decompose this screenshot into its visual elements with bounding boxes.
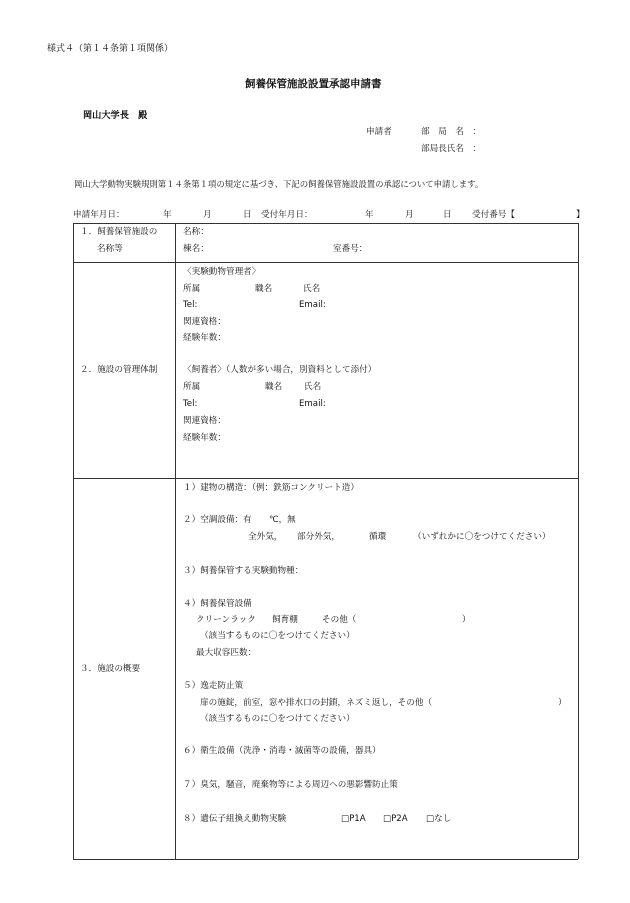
keeper-experience-field[interactable]: 経験年数： (183, 433, 226, 443)
escape-prevention-note: （該当するものに〇をつけてください） (200, 714, 355, 724)
receipt-year-label: 年 (365, 210, 374, 220)
manager-position-field[interactable]: 職名 (255, 284, 273, 294)
gm-option-p2a[interactable]: □P2A (383, 814, 408, 824)
equipment-option-shelf[interactable]: 飼育棚 (272, 615, 298, 625)
manager-tel-field[interactable]: Tel: (183, 300, 198, 310)
air-conditioning-item: ２）空調設備：有 ℃，無 (183, 515, 296, 525)
table-border-bottom (73, 859, 578, 860)
ac-option-partial-outside[interactable]: 部分外気， (297, 532, 340, 542)
gm-animal-item: ８）遺伝子組換え動物実験 (183, 814, 287, 824)
apply-month-label: 月 (203, 210, 212, 220)
intro-statement: 岡山大学動物実験規則第１４条第１項の規定に基づき、下記の飼養保管施設設置の承認について申請します。 (74, 179, 484, 189)
apply-date-label: 申請年月日： (73, 210, 125, 220)
table-border-top (73, 223, 578, 224)
section2-label: ２．施設の管理体制 (80, 365, 158, 375)
keeper-name-field[interactable]: 氏名 (304, 382, 322, 392)
equipment-note: （該当するものに〇をつけてください） (200, 631, 355, 641)
section1-label-line1: １．飼養保管施設の (80, 227, 158, 237)
keeper-position-field[interactable]: 職名 (265, 382, 283, 392)
receipt-day-label: 日 (443, 210, 452, 220)
table-row-divider (73, 262, 578, 263)
keeper-heading: 〈飼養者〉（人数が多い場合，別資料として添付） (183, 365, 377, 375)
ac-note: （いずれかに〇をつけてください） (413, 532, 551, 542)
table-border-right (578, 223, 579, 859)
manager-affiliation-field[interactable]: 所属 (183, 284, 201, 294)
nuisance-prevention-item: ７）臭気，騒音，廃棄物等による周辺への悪影響防止策 (183, 780, 398, 790)
page-title: 飼養保管施設設置承認申請書 (245, 78, 382, 90)
room-number-field[interactable]: 室番号： (333, 244, 368, 254)
escape-prevention-item: ５）逸走防止策 (183, 681, 244, 691)
storage-equipment-item: ４）飼養保管設備 (183, 599, 252, 609)
table-row-divider (73, 478, 578, 479)
table-border-left (73, 223, 74, 859)
receipt-month-label: 月 (405, 210, 414, 220)
keeper-affiliation-field[interactable]: 所属 (183, 382, 201, 392)
escape-prevention-options[interactable]: 扉の施錠，前室，窓や排水口の封鎖，ネズミ返し，その他（ (200, 698, 433, 708)
manager-heading: 〈実験動物管理者〉 (183, 267, 261, 277)
ac-option-full-outside[interactable]: 全外気， (248, 532, 283, 542)
table-column-divider (175, 223, 176, 859)
manager-qualification-field[interactable]: 関連資格： (183, 317, 226, 327)
keeper-qualification-field[interactable]: 関連資格： (183, 416, 226, 426)
max-capacity-field[interactable]: 最大収容匹数： (196, 648, 257, 658)
gm-option-none[interactable]: □なし (426, 814, 452, 824)
applicant-label: 申請者 (366, 127, 392, 137)
building-name-field[interactable]: 棟名： (183, 244, 209, 254)
apply-day-label: 日 (243, 210, 252, 220)
building-structure-item: １）建物の構造：（例：鉄筋コンクリート造） (183, 483, 359, 493)
receipt-date-label: 受付年月日： (261, 210, 313, 220)
keeper-tel-field[interactable]: Tel: (183, 399, 198, 409)
section1-label-line2: 名称等 (97, 244, 123, 254)
escape-prevention-close: ） (558, 698, 567, 708)
equipment-option-other-close: ） (462, 615, 471, 625)
receipt-number-close: 】 (576, 210, 585, 220)
addressee: 岡山大学長 殿 (83, 110, 148, 121)
keeper-email-field[interactable]: Email: (299, 399, 326, 409)
manager-email-field[interactable]: Email: (299, 300, 326, 310)
gm-option-p1a[interactable]: □P1A (341, 814, 366, 824)
manager-name-field[interactable]: 氏名 (303, 284, 321, 294)
department-head-label: 部局長氏名 ： (421, 144, 482, 154)
equipment-option-clean-rack[interactable]: クリーンラック (196, 615, 256, 625)
department-label: 部 局 名 ： (421, 127, 482, 137)
manager-experience-field[interactable]: 経験年数： (183, 333, 226, 343)
equipment-option-other[interactable]: その他（ (322, 615, 357, 625)
animal-species-item: ３）飼養保管する実験動物種： (183, 566, 304, 576)
ac-option-circulation[interactable]: 循環 (369, 532, 387, 542)
apply-year-label: 年 (163, 210, 172, 220)
section3-label: ３．施設の概要 (80, 664, 141, 674)
form-reference: 様式４（第１４条第１項関係） (47, 44, 174, 54)
facility-name-field[interactable]: 名称： (183, 227, 209, 237)
receipt-number-label: 受付番号【 (472, 210, 515, 220)
sanitation-item: ６）衛生設備（洗浄・消毒・滅菌等の設備，器具） (183, 746, 381, 756)
